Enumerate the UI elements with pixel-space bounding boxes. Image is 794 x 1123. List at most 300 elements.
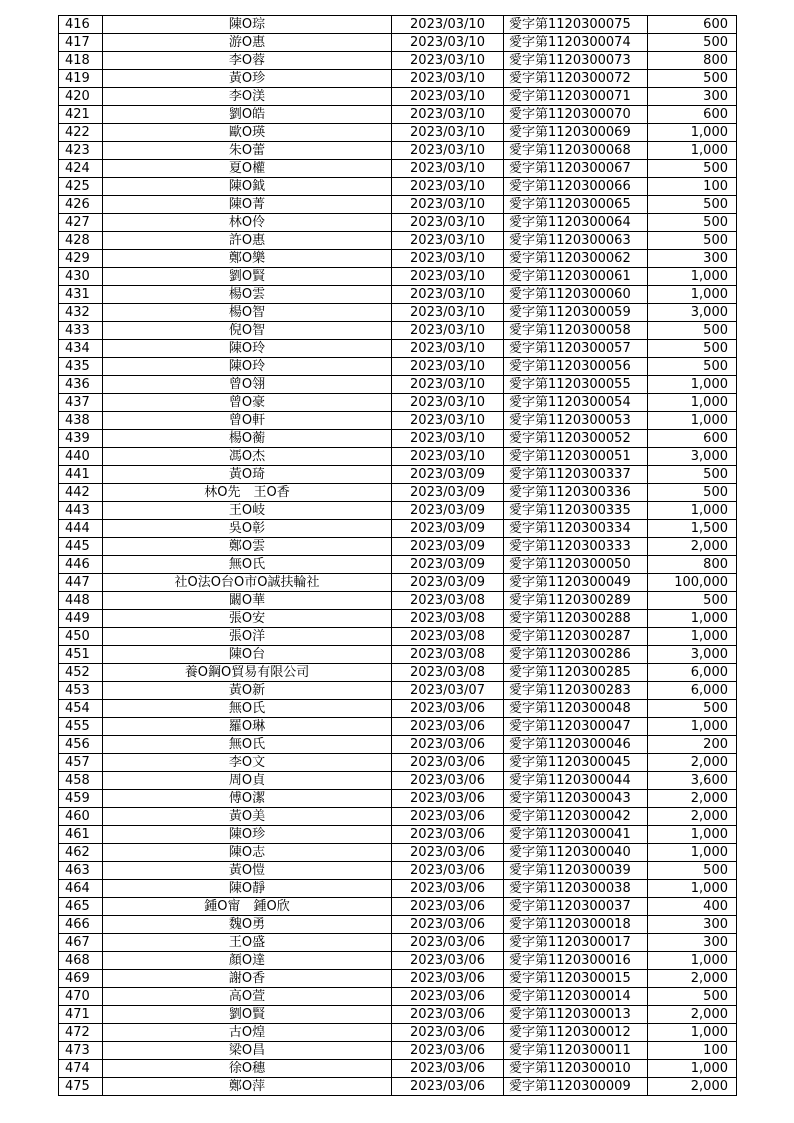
donation-date-cell: 2023/03/09 [392,556,504,574]
table-row [59,466,737,484]
donor-name-cell: 鍾O甯 鍾O欣 [103,898,392,916]
amount-cell: 1,000 [648,286,737,304]
table-row [59,790,737,808]
donor-name-cell: 無O氏 [103,736,392,754]
row-number-cell: 422 [59,124,103,142]
receipt-number-cell: 愛字第1120300067 [504,160,648,178]
row-number-cell: 438 [59,412,103,430]
receipt-number-cell: 愛字第1120300075 [504,16,648,34]
table-row [59,376,737,394]
amount-cell: 500 [648,466,737,484]
receipt-number-cell: 愛字第1120300285 [504,664,648,682]
table-row [59,394,737,412]
row-number-cell: 424 [59,160,103,178]
table-row [59,52,737,70]
donor-name-cell: 游O惠 [103,34,392,52]
amount-cell: 1,000 [648,124,737,142]
donation-date-cell: 2023/03/06 [392,916,504,934]
row-number-cell: 423 [59,142,103,160]
donor-name-cell: 陳O琮 [103,16,392,34]
receipt-number-cell: 愛字第1120300011 [504,1042,648,1060]
row-number-cell: 421 [59,106,103,124]
table-row [59,322,737,340]
table-row [59,934,737,952]
amount-cell: 1,000 [648,412,737,430]
donor-name-cell: 許O惠 [103,232,392,250]
receipt-number-cell: 愛字第1120300289 [504,592,648,610]
table-row [59,1060,737,1078]
receipt-number-cell: 愛字第1120300064 [504,214,648,232]
receipt-number-cell: 愛字第1120300336 [504,484,648,502]
table-row [59,754,737,772]
row-number-cell: 417 [59,34,103,52]
row-number-cell: 457 [59,754,103,772]
amount-cell: 1,000 [648,610,737,628]
row-number-cell: 464 [59,880,103,898]
table-row [59,610,737,628]
amount-cell: 3,000 [648,304,737,322]
table-row [59,70,737,88]
donation-date-cell: 2023/03/06 [392,1006,504,1024]
row-number-cell: 455 [59,718,103,736]
donor-name-cell: 王O盛 [103,934,392,952]
amount-cell: 3,000 [648,448,737,466]
table-row [59,484,737,502]
row-number-cell: 442 [59,484,103,502]
row-number-cell: 456 [59,736,103,754]
amount-cell: 300 [648,250,737,268]
amount-cell: 100 [648,1042,737,1060]
row-number-cell: 461 [59,826,103,844]
row-number-cell: 475 [59,1078,103,1096]
donation-date-cell: 2023/03/09 [392,502,504,520]
row-number-cell: 468 [59,952,103,970]
amount-cell: 300 [648,934,737,952]
receipt-number-cell: 愛字第1120300010 [504,1060,648,1078]
donation-date-cell: 2023/03/10 [392,250,504,268]
table-row [59,844,737,862]
amount-cell: 3,600 [648,772,737,790]
donation-date-cell: 2023/03/10 [392,16,504,34]
donor-name-cell: 吳O彰 [103,520,392,538]
row-number-cell: 420 [59,88,103,106]
donation-date-cell: 2023/03/07 [392,682,504,700]
amount-cell: 800 [648,556,737,574]
amount-cell: 600 [648,106,737,124]
table-row [59,1042,737,1060]
donor-name-cell: 黃O琦 [103,466,392,484]
receipt-number-cell: 愛字第1120300073 [504,52,648,70]
receipt-number-cell: 愛字第1120300009 [504,1078,648,1096]
row-number-cell: 466 [59,916,103,934]
donation-date-cell: 2023/03/10 [392,340,504,358]
amount-cell: 500 [648,196,737,214]
amount-cell: 500 [648,160,737,178]
amount-cell: 600 [648,16,737,34]
donation-date-cell: 2023/03/10 [392,106,504,124]
donor-name-cell: 鄭O雲 [103,538,392,556]
table-row [59,700,737,718]
receipt-number-cell: 愛字第1120300040 [504,844,648,862]
receipt-number-cell: 愛字第1120300055 [504,376,648,394]
donation-table-body [59,16,737,1096]
amount-cell: 500 [648,700,737,718]
table-row [59,988,737,1006]
donation-date-cell: 2023/03/10 [392,304,504,322]
amount-cell: 1,000 [648,376,737,394]
receipt-number-cell: 愛字第1120300334 [504,520,648,538]
receipt-number-cell: 愛字第1120300062 [504,250,648,268]
donation-date-cell: 2023/03/08 [392,610,504,628]
donation-date-cell: 2023/03/06 [392,790,504,808]
amount-cell: 3,000 [648,646,737,664]
donor-name-cell: 鄭O樂 [103,250,392,268]
receipt-number-cell: 愛字第1120300044 [504,772,648,790]
row-number-cell: 439 [59,430,103,448]
row-number-cell: 443 [59,502,103,520]
donor-name-cell: 徐O穗 [103,1060,392,1078]
donation-date-cell: 2023/03/09 [392,484,504,502]
row-number-cell: 452 [59,664,103,682]
donor-name-cell: 夏O權 [103,160,392,178]
donation-date-cell: 2023/03/10 [392,142,504,160]
table-row [59,520,737,538]
row-number-cell: 433 [59,322,103,340]
donor-name-cell: 陳O玲 [103,358,392,376]
donor-name-cell: 倪O智 [103,322,392,340]
donor-name-cell: 鄭O萍 [103,1078,392,1096]
table-row [59,898,737,916]
table-row [59,88,737,106]
donation-date-cell: 2023/03/09 [392,538,504,556]
donor-name-cell: 曾O軒 [103,412,392,430]
donor-name-cell: 陳O珍 [103,826,392,844]
donor-name-cell: 李O渼 [103,88,392,106]
receipt-number-cell: 愛字第1120300045 [504,754,648,772]
amount-cell: 500 [648,988,737,1006]
donor-name-cell: 林O先 王O香 [103,484,392,502]
table-row [59,412,737,430]
table-row [59,1024,737,1042]
amount-cell: 500 [648,484,737,502]
donation-date-cell: 2023/03/10 [392,214,504,232]
donor-name-cell: 魏O勇 [103,916,392,934]
amount-cell: 500 [648,358,737,376]
row-number-cell: 425 [59,178,103,196]
amount-cell: 2,000 [648,538,737,556]
donor-name-cell: 黃O美 [103,808,392,826]
table-row [59,952,737,970]
receipt-number-cell: 愛字第1120300048 [504,700,648,718]
donation-date-cell: 2023/03/10 [392,412,504,430]
receipt-number-cell: 愛字第1120300046 [504,736,648,754]
donation-date-cell: 2023/03/10 [392,232,504,250]
amount-cell: 1,000 [648,880,737,898]
receipt-number-cell: 愛字第1120300333 [504,538,648,556]
receipt-number-cell: 愛字第1120300066 [504,178,648,196]
donation-date-cell: 2023/03/06 [392,754,504,772]
receipt-number-cell: 愛字第1120300069 [504,124,648,142]
receipt-number-cell: 愛字第1120300037 [504,898,648,916]
row-number-cell: 474 [59,1060,103,1078]
row-number-cell: 470 [59,988,103,1006]
donation-date-cell: 2023/03/08 [392,646,504,664]
row-number-cell: 419 [59,70,103,88]
receipt-number-cell: 愛字第1120300337 [504,466,648,484]
row-number-cell: 418 [59,52,103,70]
receipt-number-cell: 愛字第1120300286 [504,646,648,664]
table-row [59,304,737,322]
donation-date-cell: 2023/03/10 [392,34,504,52]
row-number-cell: 440 [59,448,103,466]
receipt-number-cell: 愛字第1120300065 [504,196,648,214]
amount-cell: 6,000 [648,682,737,700]
table-row [59,232,737,250]
amount-cell: 2,000 [648,970,737,988]
receipt-number-cell: 愛字第1120300335 [504,502,648,520]
amount-cell: 2,000 [648,1006,737,1024]
donation-date-cell: 2023/03/10 [392,160,504,178]
donor-name-cell: 歐O瑛 [103,124,392,142]
donation-date-cell: 2023/03/06 [392,898,504,916]
row-number-cell: 430 [59,268,103,286]
amount-cell: 1,500 [648,520,737,538]
donation-date-cell: 2023/03/06 [392,862,504,880]
receipt-number-cell: 愛字第1120300013 [504,1006,648,1024]
row-number-cell: 432 [59,304,103,322]
table-row [59,250,737,268]
row-number-cell: 458 [59,772,103,790]
donation-date-cell: 2023/03/06 [392,934,504,952]
receipt-number-cell: 愛字第1120300074 [504,34,648,52]
receipt-number-cell: 愛字第1120300014 [504,988,648,1006]
receipt-number-cell: 愛字第1120300071 [504,88,648,106]
donor-name-cell: 朱O蕾 [103,142,392,160]
row-number-cell: 416 [59,16,103,34]
receipt-number-cell: 愛字第1120300049 [504,574,648,592]
amount-cell: 100 [648,178,737,196]
donation-date-cell: 2023/03/09 [392,466,504,484]
receipt-number-cell: 愛字第1120300059 [504,304,648,322]
donor-name-cell: 李O文 [103,754,392,772]
donation-date-cell: 2023/03/06 [392,880,504,898]
amount-cell: 500 [648,862,737,880]
table-row [59,358,737,376]
receipt-number-cell: 愛字第1120300051 [504,448,648,466]
amount-cell: 1,000 [648,502,737,520]
table-row [59,880,737,898]
donor-name-cell: 陳O靜 [103,880,392,898]
amount-cell: 1,000 [648,844,737,862]
receipt-number-cell: 愛字第1120300072 [504,70,648,88]
donation-date-cell: 2023/03/06 [392,1078,504,1096]
receipt-number-cell: 愛字第1120300041 [504,826,648,844]
donation-date-cell: 2023/03/08 [392,628,504,646]
receipt-number-cell: 愛字第1120300063 [504,232,648,250]
receipt-number-cell: 愛字第1120300056 [504,358,648,376]
receipt-number-cell: 愛字第1120300060 [504,286,648,304]
receipt-number-cell: 愛字第1120300068 [504,142,648,160]
donor-name-cell: 社O法O台O市O誠扶輪社 [103,574,392,592]
amount-cell: 300 [648,916,737,934]
donor-name-cell: 顏O達 [103,952,392,970]
table-row [59,124,737,142]
donation-date-cell: 2023/03/10 [392,124,504,142]
receipt-number-cell: 愛字第1120300053 [504,412,648,430]
donation-date-cell: 2023/03/06 [392,988,504,1006]
receipt-number-cell: 愛字第1120300018 [504,916,648,934]
row-number-cell: 453 [59,682,103,700]
row-number-cell: 444 [59,520,103,538]
donor-name-cell: 楊O雲 [103,286,392,304]
table-row [59,196,737,214]
receipt-number-cell: 愛字第1120300058 [504,322,648,340]
donation-date-cell: 2023/03/10 [392,448,504,466]
donation-date-cell: 2023/03/10 [392,196,504,214]
table-row [59,214,737,232]
donation-date-cell: 2023/03/06 [392,736,504,754]
amount-cell: 500 [648,340,737,358]
table-row [59,772,737,790]
table-row [59,664,737,682]
donation-table [58,15,737,1096]
donation-record-sheet [58,15,736,1096]
table-row [59,916,737,934]
row-number-cell: 436 [59,376,103,394]
table-row [59,34,737,52]
donation-date-cell: 2023/03/06 [392,808,504,826]
receipt-number-cell: 愛字第1120300283 [504,682,648,700]
donor-name-cell: 劉O賢 [103,1006,392,1024]
row-number-cell: 426 [59,196,103,214]
donor-name-cell: 劉O皓 [103,106,392,124]
table-row [59,862,737,880]
donor-name-cell: 陳O菁 [103,196,392,214]
table-row [59,682,737,700]
row-number-cell: 465 [59,898,103,916]
row-number-cell: 463 [59,862,103,880]
row-number-cell: 462 [59,844,103,862]
receipt-number-cell: 愛字第1120300061 [504,268,648,286]
donation-date-cell: 2023/03/10 [392,376,504,394]
donation-date-cell: 2023/03/10 [392,430,504,448]
donation-date-cell: 2023/03/10 [392,88,504,106]
amount-cell: 100,000 [648,574,737,592]
row-number-cell: 471 [59,1006,103,1024]
table-row [59,178,737,196]
donation-date-cell: 2023/03/06 [392,1024,504,1042]
row-number-cell: 454 [59,700,103,718]
row-number-cell: 434 [59,340,103,358]
receipt-number-cell: 愛字第1120300052 [504,430,648,448]
receipt-number-cell: 愛字第1120300050 [504,556,648,574]
table-row [59,826,737,844]
row-number-cell: 472 [59,1024,103,1042]
donation-date-cell: 2023/03/10 [392,268,504,286]
donation-date-cell: 2023/03/10 [392,178,504,196]
amount-cell: 600 [648,430,737,448]
donation-date-cell: 2023/03/06 [392,1060,504,1078]
amount-cell: 2,000 [648,790,737,808]
donor-name-cell: 黃O珍 [103,70,392,88]
receipt-number-cell: 愛字第1120300288 [504,610,648,628]
donation-date-cell: 2023/03/09 [392,574,504,592]
donor-name-cell: 梁O昌 [103,1042,392,1060]
table-row [59,808,737,826]
donor-name-cell: 陳O志 [103,844,392,862]
row-number-cell: 473 [59,1042,103,1060]
table-row [59,538,737,556]
receipt-number-cell: 愛字第1120300054 [504,394,648,412]
table-row [59,268,737,286]
donor-name-cell: 張O洋 [103,628,392,646]
table-row [59,556,737,574]
receipt-number-cell: 愛字第1120300012 [504,1024,648,1042]
donation-date-cell: 2023/03/06 [392,826,504,844]
amount-cell: 1,000 [648,394,737,412]
donor-name-cell: 周O貞 [103,772,392,790]
donation-date-cell: 2023/03/09 [392,520,504,538]
row-number-cell: 450 [59,628,103,646]
amount-cell: 1,000 [648,1024,737,1042]
donor-name-cell: 馮O杰 [103,448,392,466]
amount-cell: 1,000 [648,718,737,736]
donation-date-cell: 2023/03/08 [392,664,504,682]
donor-name-cell: 闞O華 [103,592,392,610]
donation-date-cell: 2023/03/06 [392,970,504,988]
donor-name-cell: 劉O賢 [103,268,392,286]
donor-name-cell: 李O蓉 [103,52,392,70]
row-number-cell: 429 [59,250,103,268]
table-row [59,592,737,610]
receipt-number-cell: 愛字第1120300017 [504,934,648,952]
amount-cell: 500 [648,232,737,250]
row-number-cell: 437 [59,394,103,412]
donor-name-cell: 曾O翎 [103,376,392,394]
table-row [59,340,737,358]
row-number-cell: 459 [59,790,103,808]
amount-cell: 300 [648,88,737,106]
row-number-cell: 428 [59,232,103,250]
table-row [59,574,737,592]
donor-name-cell: 黃O愷 [103,862,392,880]
receipt-number-cell: 愛字第1120300039 [504,862,648,880]
donation-date-cell: 2023/03/06 [392,718,504,736]
row-number-cell: 431 [59,286,103,304]
row-number-cell: 460 [59,808,103,826]
receipt-number-cell: 愛字第1120300057 [504,340,648,358]
donor-name-cell: 張O安 [103,610,392,628]
amount-cell: 1,000 [648,1060,737,1078]
receipt-number-cell: 愛字第1120300016 [504,952,648,970]
amount-cell: 1,000 [648,268,737,286]
receipt-number-cell: 愛字第1120300042 [504,808,648,826]
amount-cell: 500 [648,322,737,340]
donation-date-cell: 2023/03/10 [392,394,504,412]
table-row [59,1078,737,1096]
amount-cell: 400 [648,898,737,916]
amount-cell: 1,000 [648,142,737,160]
table-row [59,16,737,34]
donation-date-cell: 2023/03/06 [392,952,504,970]
amount-cell: 2,000 [648,754,737,772]
table-row [59,448,737,466]
donor-name-cell: 古O煌 [103,1024,392,1042]
amount-cell: 200 [648,736,737,754]
table-row [59,970,737,988]
table-row [59,628,737,646]
row-number-cell: 446 [59,556,103,574]
